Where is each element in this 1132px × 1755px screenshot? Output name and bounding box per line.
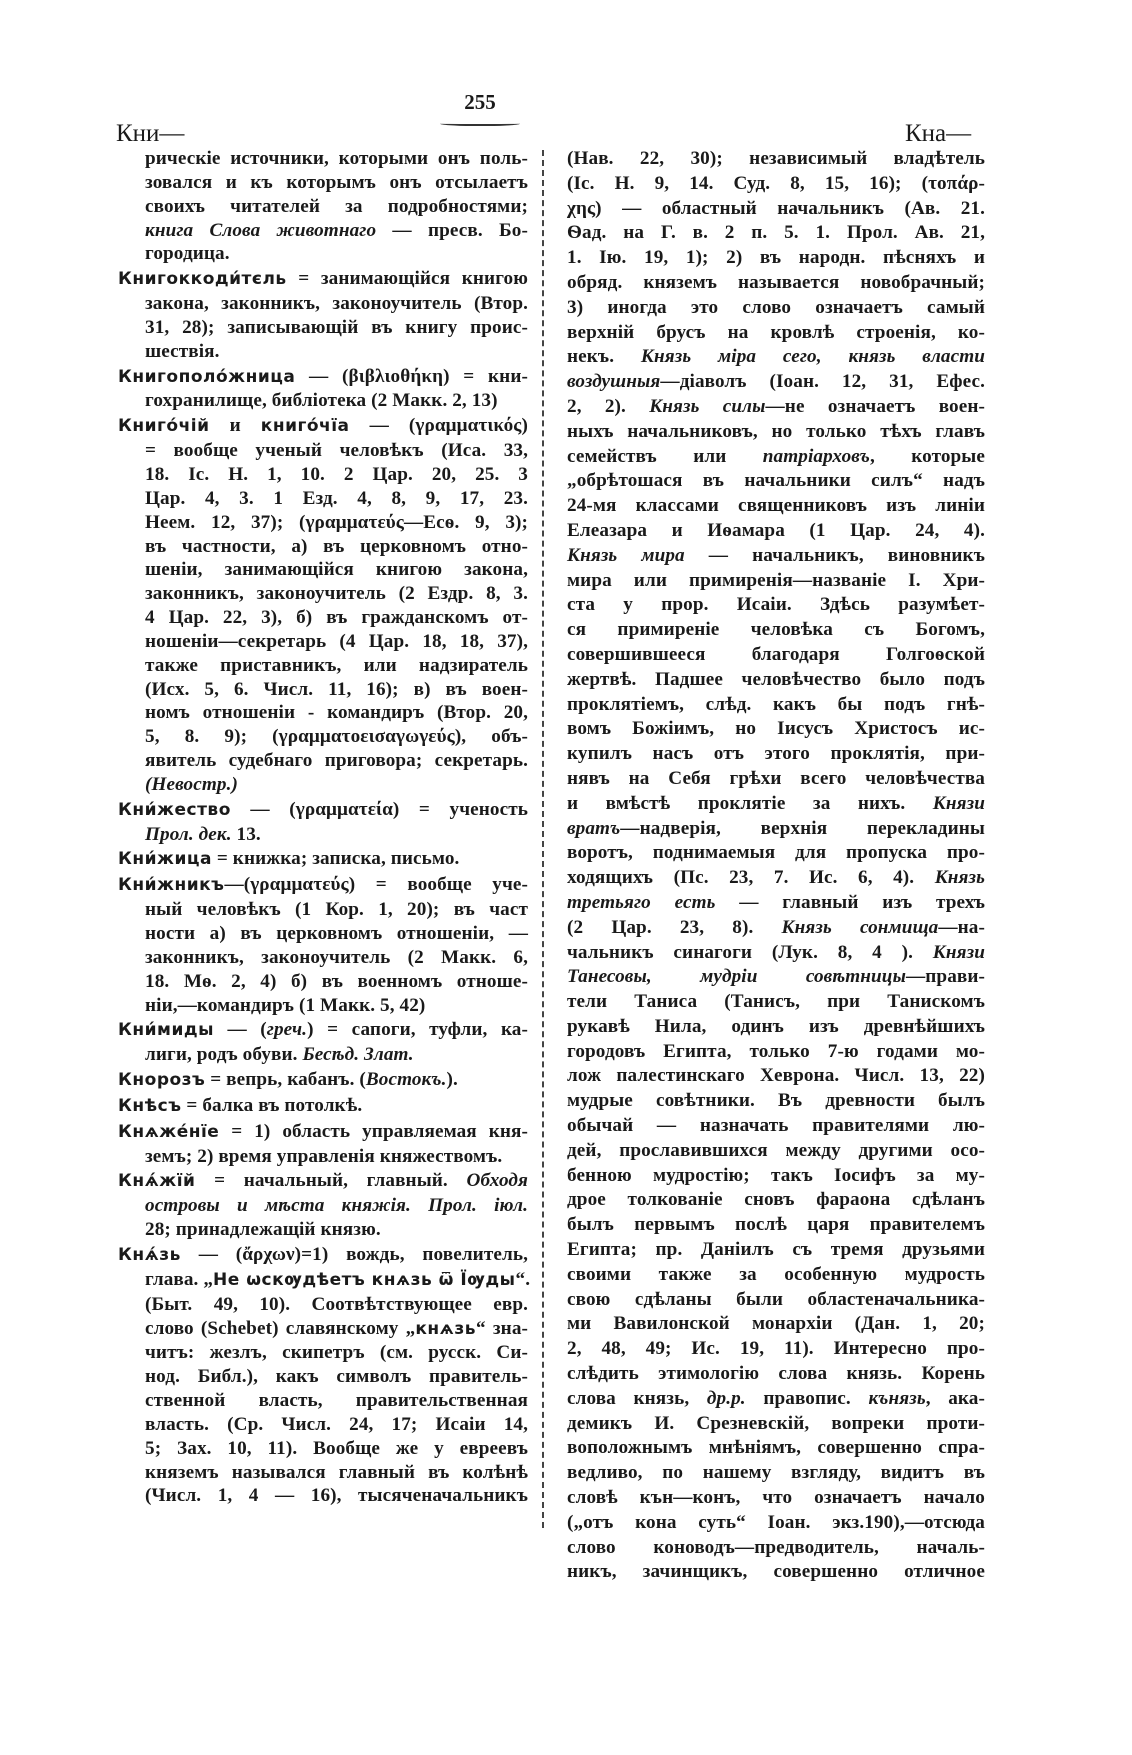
- text-line: [567, 792, 985, 817]
- text-line: [145, 582, 528, 606]
- text-run: слово (Schebet) славянскому „: [145, 1317, 416, 1339]
- text-line: [567, 1064, 985, 1089]
- text-line: [145, 946, 528, 970]
- text-run: , которые: [869, 445, 985, 467]
- text-line: [145, 340, 528, 364]
- text-run: —надверія, верхнія перекладины: [620, 817, 985, 839]
- text-run: — (ἄρχων)=1) вождь, повелитель,: [180, 1243, 528, 1265]
- text-run: ) = сапоги, туфли, ка-: [307, 1019, 528, 1041]
- text-line: [145, 970, 528, 994]
- italic-text: книга Слова животнаго: [145, 219, 377, 241]
- text-run: Ѳад. на Г. в. 2 п. 5. 1. Прол. Ав. 21,: [567, 222, 985, 244]
- italic-text: Князь: [934, 867, 985, 889]
- text-line: [145, 147, 528, 171]
- text-run: (Исх. 5, 6. Числ. 11, 16); в) въ воен-: [145, 678, 528, 700]
- headword: Кнѣсъ: [118, 1095, 182, 1116]
- text-line: [567, 965, 985, 990]
- text-line: [118, 873, 528, 898]
- dictionary-entry: [118, 1243, 531, 1508]
- headword: книго́чїа: [260, 416, 350, 437]
- text-line: [567, 891, 985, 916]
- text-line: [567, 668, 985, 693]
- text-line: [567, 1511, 985, 1536]
- text-run: городовъ Египта, только 7-ю годами мо-: [567, 1040, 985, 1062]
- text-line: [567, 246, 985, 271]
- text-run: = начальный, главный.: [195, 1170, 467, 1192]
- text-run: = вообще ученый человѣкъ (Иса. 33,: [145, 440, 528, 462]
- text-line: [567, 296, 985, 321]
- text-line: [567, 1114, 985, 1139]
- text-line: [145, 1043, 528, 1067]
- headword: Книгоккоди́тєль: [118, 269, 287, 290]
- text-line: [567, 1461, 985, 1486]
- dictionary-entry: [118, 873, 528, 1017]
- text-run: и: [209, 415, 261, 437]
- text-line: [118, 1120, 528, 1145]
- text-run: ственной власть, правительственная: [145, 1390, 528, 1412]
- text-run: (Нав. 22, 30); независимый владѣтель: [567, 148, 985, 169]
- text-run: дей, прославившихся между другими осо-: [567, 1139, 985, 1161]
- text-run: воротъ, поднимаемыя для пропуска про-: [567, 842, 985, 864]
- text-line: [567, 1164, 985, 1189]
- text-run: семействъ или: [567, 445, 763, 467]
- entry-continuation: [565, 147, 985, 1585]
- text-run: — начальникъ, виновникъ: [684, 544, 985, 566]
- text-run: (Быт. 49, 10). Соотвѣтствующее евр.: [145, 1293, 528, 1315]
- text-line: [567, 767, 985, 792]
- text-line: [567, 469, 985, 494]
- headword: Кнѧ́зь: [118, 1244, 181, 1265]
- text-line: [145, 219, 528, 243]
- text-line: [118, 847, 528, 872]
- text-run: “.: [515, 1268, 531, 1290]
- text-line: [145, 439, 528, 463]
- text-line: [145, 654, 528, 678]
- text-run: ношеніи—секретарь (4 Цар. 18, 18, 37),: [145, 630, 528, 652]
- italic-text: Бесѣд. Злат.: [302, 1044, 414, 1066]
- text-run: городица.: [145, 243, 230, 265]
- text-run: („отъ кона суть“ Іоан. экз.190),—отсюда: [567, 1511, 985, 1533]
- page-number: 255: [464, 90, 496, 114]
- text-run: ніи,—командиръ (1 Макк. 5, 42): [145, 994, 426, 1016]
- text-run: некъ.: [567, 346, 641, 368]
- italic-text: Обходя: [466, 1170, 528, 1192]
- text-run: жертвѣ. Падшее человѣчество было подъ: [567, 668, 985, 690]
- headword: кнѧзь: [415, 1318, 476, 1339]
- text-run: законникъ, законоучитель (2 Ездр. 8, 3.: [145, 583, 528, 605]
- text-line: [118, 1018, 528, 1043]
- text-run: своихъ читателей за подробностями;: [145, 195, 528, 217]
- text-line: [145, 1341, 528, 1365]
- italic-text: Князи: [932, 941, 985, 963]
- text-run: читъ: жезлъ, скипетръ (см. русск. Си-: [145, 1342, 528, 1364]
- text-run: и вмѣстѣ проклятіе за нихъ.: [567, 792, 933, 814]
- text-run: “ зна-: [475, 1317, 528, 1339]
- text-line: [567, 420, 985, 445]
- italic-text: Танесовы, мудріи совѣтницы: [567, 966, 906, 988]
- text-line: [567, 271, 985, 296]
- italic-text: кънязь: [868, 1387, 926, 1409]
- text-run: (Числ. 1, 4 — 16), тысяченачальникъ: [145, 1485, 528, 1507]
- text-run: рическіе источники, которыми онъ поль-: [145, 148, 528, 169]
- text-line: [567, 1040, 985, 1065]
- text-run: ный человѣкъ (1 Кор. 1, 20); въ част: [145, 899, 528, 921]
- text-run: Египта; пр. Даніилъ съ тремя друзьями: [567, 1239, 985, 1261]
- text-line: [118, 798, 528, 823]
- text-run: нявъ на Себя грѣхи всего человѣчества: [567, 767, 985, 789]
- text-run: 3) иногда это слово означаетъ самый: [567, 296, 985, 318]
- text-line: [567, 841, 985, 866]
- text-run: свою сдѣланы были областеначальника-: [567, 1288, 985, 1310]
- text-line: [145, 606, 528, 630]
- left-column: [118, 147, 531, 1508]
- headword: Книго́чій: [118, 416, 210, 437]
- text-line: [145, 558, 528, 582]
- text-run: = балка въ потолкѣ.: [181, 1094, 363, 1116]
- text-line: [145, 1484, 528, 1508]
- headword: Кни́жество: [118, 799, 231, 820]
- text-line: [567, 1139, 985, 1164]
- text-run: демикъ И. Срезневскій, вопреки проти-: [567, 1412, 985, 1434]
- text-run: слѣдить этимологію слова князь. Корень: [567, 1363, 985, 1385]
- text-line: [145, 242, 528, 266]
- text-line: [567, 345, 985, 370]
- text-line: [567, 1015, 985, 1040]
- text-line: [567, 643, 985, 668]
- text-line: [567, 147, 985, 172]
- text-run: (2 Цар. 23, 8).: [567, 916, 782, 938]
- text-run: = вепрь, кабанъ. (: [205, 1069, 366, 1091]
- text-run: лиги, родъ обуви.: [145, 1044, 303, 1066]
- italic-text: Князь силы: [649, 395, 766, 417]
- text-line: [145, 922, 528, 946]
- text-run: 1. Ію. 19, 1); 2) въ народн. пѣсняхъ и: [567, 247, 985, 269]
- text-run: явитель судебнаго приговора; секретарь.: [145, 750, 528, 772]
- running-head-left: Кни—: [116, 120, 185, 147]
- text-line: [118, 1243, 528, 1268]
- text-run: — (γραμματικός): [349, 415, 528, 437]
- text-run: 24-мя классами священниковъ изъ линіи: [567, 495, 985, 517]
- dictionary-entry: [118, 798, 528, 847]
- italic-text: Князь міра сего, князь власти: [640, 346, 985, 368]
- text-line: [145, 316, 528, 340]
- text-line: [145, 1461, 528, 1485]
- text-run: (Іс. Н. 9, 14. Суд. 8, 15, 16); (τοπάρ-: [567, 172, 985, 194]
- text-line: [145, 1365, 528, 1389]
- text-line: [118, 365, 528, 390]
- text-run: мира или примиренія—названіе І. Хри-: [567, 569, 985, 591]
- dictionary-entry: [118, 1169, 528, 1242]
- text-run: — главный изъ трехъ: [715, 891, 986, 913]
- text-line: [567, 717, 985, 742]
- text-line: [145, 1437, 528, 1461]
- text-line: [567, 569, 985, 594]
- text-run: закона, законникъ, законоучитель (Втор.: [145, 293, 528, 315]
- entry-continuation: [118, 147, 528, 266]
- text-run: купилъ насъ отъ этого проклятія, при-: [567, 743, 985, 765]
- text-line: [145, 511, 528, 535]
- text-run: проклятіемъ, слѣд. какъ бы подъ гнѣ-: [567, 693, 985, 715]
- text-line: [567, 1412, 985, 1437]
- text-line: [567, 544, 985, 569]
- text-run: Неем. 12, 37); (γραμματεύς—Есѳ. 9, 3);: [145, 511, 528, 533]
- page-number-rule: [440, 120, 520, 126]
- text-line: [145, 1145, 528, 1169]
- text-line: [145, 292, 528, 316]
- italic-text: третьяго есть: [567, 891, 716, 913]
- text-line: [145, 630, 528, 654]
- text-line: [145, 678, 528, 702]
- text-line: [567, 1238, 985, 1263]
- text-run: тели Таниса (Танисъ, при Танискомъ: [567, 991, 985, 1013]
- text-line: [567, 1536, 985, 1561]
- right-column: [565, 147, 985, 1585]
- text-line: [118, 414, 528, 439]
- text-run: 18. Мѳ. 2, 4) б) въ военномъ отноше-: [145, 970, 528, 992]
- text-run: своими также за особенную мудрость: [567, 1263, 985, 1285]
- text-run: обычай — назначать правителями лю-: [567, 1115, 985, 1137]
- text-run: 5; Зах. 10, 11). Вообще же у евреевъ: [145, 1437, 528, 1459]
- text-run: верхній брусъ на кровлѣ строенія, ко-: [567, 321, 985, 343]
- text-run: ведливо, по нашему взгляду, видитъ въ: [567, 1462, 985, 1484]
- headword: Кни́жникъ: [118, 875, 225, 896]
- text-run: 18. Іс. Н. 1, 10. 2 Цар. 20, 25. 3: [145, 463, 528, 485]
- dictionary-entry: [118, 1018, 528, 1067]
- text-line: [567, 593, 985, 618]
- italic-text: вратъ: [567, 817, 621, 839]
- text-run: шеніи, занимающійся книгою закона,: [145, 559, 528, 581]
- italic-text: воздушныя: [567, 371, 661, 393]
- text-line: [567, 1213, 985, 1238]
- text-line: [567, 817, 985, 842]
- text-run: , ака-: [925, 1387, 985, 1409]
- text-run: 4 Цар. 22, 3), б) въ гражданскомъ от-: [145, 607, 528, 629]
- text-run: —діаволъ (Іоан. 12, 31, Ефес.: [660, 371, 985, 393]
- text-run: лож палестинскаго Хеврона. Числ. 13, 22): [567, 1065, 985, 1087]
- text-run: 28; принадлежащій князю.: [145, 1219, 381, 1241]
- text-line: [567, 445, 985, 470]
- text-line: [567, 990, 985, 1015]
- text-run: = 1) область управляемая кня-: [219, 1120, 528, 1142]
- text-run: рукавѣ Нила, одинъ изъ древнѣйшихъ: [567, 1015, 985, 1037]
- text-run: — (βιβλιοθήκη) = кни-: [295, 365, 528, 387]
- text-line: [145, 1389, 528, 1413]
- headword: Книгополо́жница: [118, 366, 296, 387]
- text-run: никъ, зачинщикъ, совершенно отличное: [567, 1561, 985, 1583]
- text-line: [567, 1188, 985, 1213]
- text-line: [567, 693, 985, 718]
- dictionary-entry: [118, 1120, 528, 1169]
- dictionary-entry: [118, 1068, 528, 1093]
- text-run: правопис.: [745, 1387, 869, 1409]
- text-run: 31, 28); записывающій въ книгу проис-: [145, 316, 528, 338]
- text-line: [145, 1268, 531, 1293]
- text-run: — пресв. Бо-: [376, 219, 528, 241]
- text-line: [567, 221, 985, 246]
- text-run: бенною мудростію; такъ Іосифъ за му-: [567, 1164, 985, 1186]
- text-line: [145, 749, 528, 773]
- dictionary-entry: [118, 847, 528, 872]
- dictionary-entry: [118, 267, 528, 363]
- text-line: [118, 267, 528, 292]
- text-line: [567, 618, 985, 643]
- text-line: [567, 197, 985, 222]
- headword: Кни́миды: [118, 1020, 214, 1041]
- headword: Кни́жица: [118, 849, 212, 870]
- text-line: [118, 1169, 528, 1194]
- running-head-right: Кна—: [905, 120, 972, 147]
- text-run: Цар. 4, 3. 1 Езд. 4, 8, 9, 17, 23.: [145, 487, 528, 509]
- text-line: [145, 725, 528, 749]
- text-run: — (: [213, 1019, 267, 1041]
- text-line: [567, 1560, 985, 1585]
- text-line: [567, 519, 985, 544]
- text-line: [567, 1288, 985, 1313]
- text-run: власть. (Ср. Числ. 24, 17; Исаіи 14,: [145, 1413, 528, 1435]
- italic-text: др.р.: [706, 1387, 746, 1409]
- italic-text: греч.: [266, 1019, 308, 1041]
- text-run: мудрые совѣтники. Въ древности былъ: [567, 1090, 985, 1112]
- italic-text: островы и мѣста княжія. Прол. іюл.: [145, 1195, 528, 1217]
- text-run: ности а) въ церковномъ отношеніи, —: [145, 923, 528, 944]
- text-run: — (γραμματεία) = ученость: [230, 798, 528, 820]
- italic-text: патріарховъ: [762, 445, 870, 467]
- text-run: слова князь,: [567, 1387, 707, 1409]
- text-line: [145, 487, 528, 511]
- text-run: 13.: [231, 823, 261, 845]
- text-run: = книжка; записка, письмо.: [211, 848, 460, 870]
- text-run: Елеазара и Иѳамара (1 Цар. 24, 4).: [567, 519, 985, 541]
- text-line: [567, 1436, 985, 1461]
- text-run: ).: [446, 1069, 458, 1091]
- text-run: также приставникъ, или надзиратель: [145, 654, 528, 676]
- text-run: χης) — областный начальникъ (Ав. 21.: [567, 197, 985, 219]
- text-line: [145, 1218, 528, 1242]
- text-run: ста у прор. Исаіи. Здѣсь разумѣет-: [567, 594, 985, 616]
- text-run: —прави-: [905, 966, 985, 988]
- text-run: шествія.: [145, 340, 220, 362]
- italic-text: Князь мира: [567, 544, 685, 566]
- text-run: ходящихъ (Пс. 23, 7. Ис. 6, 4).: [567, 867, 935, 889]
- text-run: вомъ Божіимъ, но Іисусъ Христосъ ис-: [567, 718, 985, 740]
- text-line: [145, 389, 528, 413]
- text-line: [567, 395, 985, 420]
- text-run: совершившееся благодаря Голгоѳской: [567, 643, 985, 665]
- text-run: 5, 8. 9); (γραμματοεισαγωγεύς), объ-: [145, 726, 528, 748]
- text-line: [145, 463, 528, 487]
- text-line: [145, 898, 528, 922]
- headword: Кнѧже́нїе: [118, 1121, 220, 1142]
- text-line: [145, 773, 528, 797]
- italic-text: Князь сонмища: [781, 916, 939, 938]
- dictionary-entry: [118, 414, 528, 797]
- text-line: [145, 171, 528, 195]
- text-line: [567, 1486, 985, 1511]
- text-line: [145, 195, 528, 219]
- text-run: законникъ, законоучитель (2 Макк. 6,: [145, 946, 528, 968]
- text-line: [145, 1413, 528, 1437]
- text-line: [145, 994, 528, 1018]
- text-line: [145, 1293, 528, 1317]
- text-run: былъ первымъ послѣ царя правителемъ: [567, 1214, 985, 1236]
- text-run: глава. „: [145, 1268, 214, 1290]
- text-run: въ частности, а) въ церковномъ отно-: [145, 535, 528, 557]
- text-run: слово коноводъ—предводитель, началь-: [567, 1536, 985, 1558]
- text-run: воположнымъ мнѣніямъ, совершенно спра-: [567, 1437, 985, 1459]
- text-line: [145, 823, 528, 847]
- text-line: [567, 1337, 985, 1362]
- text-line: [567, 370, 985, 395]
- column-divider: [542, 150, 544, 1528]
- text-run: номъ отношеніи - командиръ (Втор. 20,: [145, 702, 528, 724]
- text-line: [145, 1194, 528, 1218]
- dictionary-entry: [118, 1094, 528, 1119]
- text-line: [567, 916, 985, 941]
- text-run: гохранилище, библіотека (2 Макк. 2, 13): [145, 390, 498, 412]
- text-run: обряд. княземъ называется новобрачный;: [567, 271, 985, 293]
- text-run: словѣ кън—конъ, что означаетъ начало: [567, 1487, 985, 1509]
- text-line: [118, 1068, 528, 1093]
- text-line: [567, 1089, 985, 1114]
- text-line: [145, 1317, 528, 1342]
- text-run: нод. Библ.), какъ символъ правитель-: [145, 1366, 528, 1388]
- text-run: земъ; 2) время управленія княжествомъ.: [145, 1145, 503, 1167]
- text-line: [567, 1312, 985, 1337]
- text-run: княземъ назывался главный въ колѣнѣ: [145, 1461, 528, 1483]
- text-line: [567, 1387, 985, 1412]
- text-run: ся примиреніе человѣка съ Богомъ,: [567, 619, 985, 641]
- text-line: [567, 866, 985, 891]
- text-run: —не означаетъ воен-: [765, 395, 985, 417]
- text-run: = занимающійся книгою: [286, 268, 528, 290]
- italic-text: Востокъ.: [365, 1069, 447, 1091]
- italic-text: (Невостр.): [145, 773, 238, 795]
- text-run: —(γραμματεύς) = вообще уче-: [224, 874, 528, 896]
- headword: Кнѧ́жїй: [118, 1171, 196, 1192]
- text-run: —на-: [938, 916, 985, 938]
- text-run: чальникъ синагоги (Лук. 8, 4 ).: [567, 941, 933, 963]
- text-line: [145, 535, 528, 559]
- text-run: „обрѣтошася въ начальники силъ“ надъ: [567, 470, 985, 492]
- text-run: ныхъ начальниковъ, но только тѣхъ главъ: [567, 420, 985, 442]
- text-line: [567, 1362, 985, 1387]
- italic-text: Прол. дек.: [145, 823, 232, 845]
- headword: Кнорозъ: [118, 1070, 206, 1091]
- text-line: [567, 321, 985, 346]
- text-line: [567, 172, 985, 197]
- italic-text: Князи: [932, 792, 985, 814]
- text-run: 2, 2).: [567, 395, 650, 417]
- text-line: [567, 494, 985, 519]
- text-run: дрое толкованіе сновъ фараона сдѣланъ: [567, 1189, 985, 1211]
- text-line: [567, 742, 985, 767]
- text-run: 2, 48, 49; Ис. 19, 11). Интересно про-: [567, 1338, 985, 1360]
- text-run: ми Вавилонской монархіи (Дан. 1, 20;: [567, 1313, 985, 1335]
- dictionary-entry: [118, 365, 528, 414]
- text-line: [567, 1263, 985, 1288]
- text-line: [118, 1094, 528, 1119]
- text-line: [567, 941, 985, 966]
- text-line: [145, 701, 528, 725]
- text-run: зовался и къ которымъ онъ отсылаетъ: [145, 171, 528, 193]
- headword: Не ѡскѹдѣетъ кнѧзь ѿ Їѹды: [213, 1269, 516, 1290]
